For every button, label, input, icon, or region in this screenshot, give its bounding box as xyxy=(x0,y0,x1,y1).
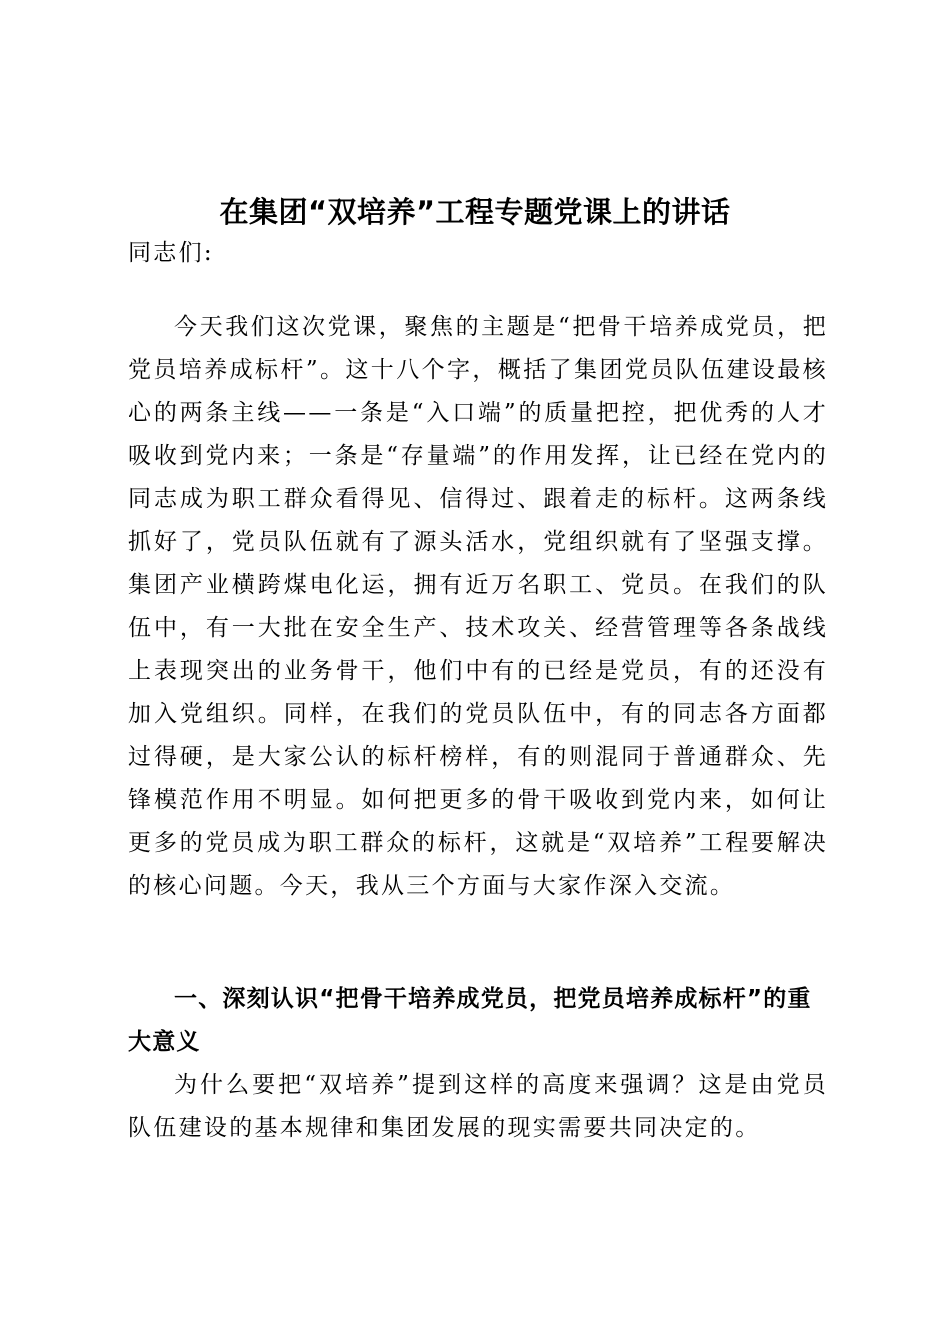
section-1-paragraph-1: 为什么要把“双培养”提到这样的高度来强调？这是由党员队伍建设的基本规律和集团发展的现实需要共同决定的。 xyxy=(128,1072,828,1141)
section-heading-1: 一、深刻认识“把骨干培养成党员，把党员培养成标杆”的重大意义 xyxy=(128,986,812,1055)
salutation: 同志们: xyxy=(128,240,214,266)
intro-paragraph: 今天我们这次党课，聚焦的主题是“把骨干培养成党员，把党员培养成标杆”。这十八个字，概括了集团党员队伍建设最核心的两条主线——一条是“入口端”的质量把控，把优秀的人才吸收到党内来；一条是“存量端”的作用发挥，让已经在党内的同志成为职工群众看得见、信得过、跟着走的标杆。这两条线抓好了，党员队伍就有了源头活水，党组织就有了坚强支撑。集团产业横跨煤电化运，拥有近万名职工、党员。在我们的队伍中，有一大批在安全生产、技术攻关、经营管理等各条战线上表现突出的业务骨干，他们中有的已经是党员，有的还没有加入党组织。同样，在我们的党员队伍中，有的同志各方面都过得硬，是大家公认的标杆榜样，有的则混同于普通群众、先锋模范作用不明显。如何把更多的骨干吸收到党内来，如何让更多的党员成为职工群众的标杆，这就是“双培养”工程要解决的核心问题。今天，我从三个方面与大家作深入交流。 xyxy=(128,314,828,899)
document-title: 在集团“双培养”工程专题党课上的讲话 xyxy=(219,195,731,230)
